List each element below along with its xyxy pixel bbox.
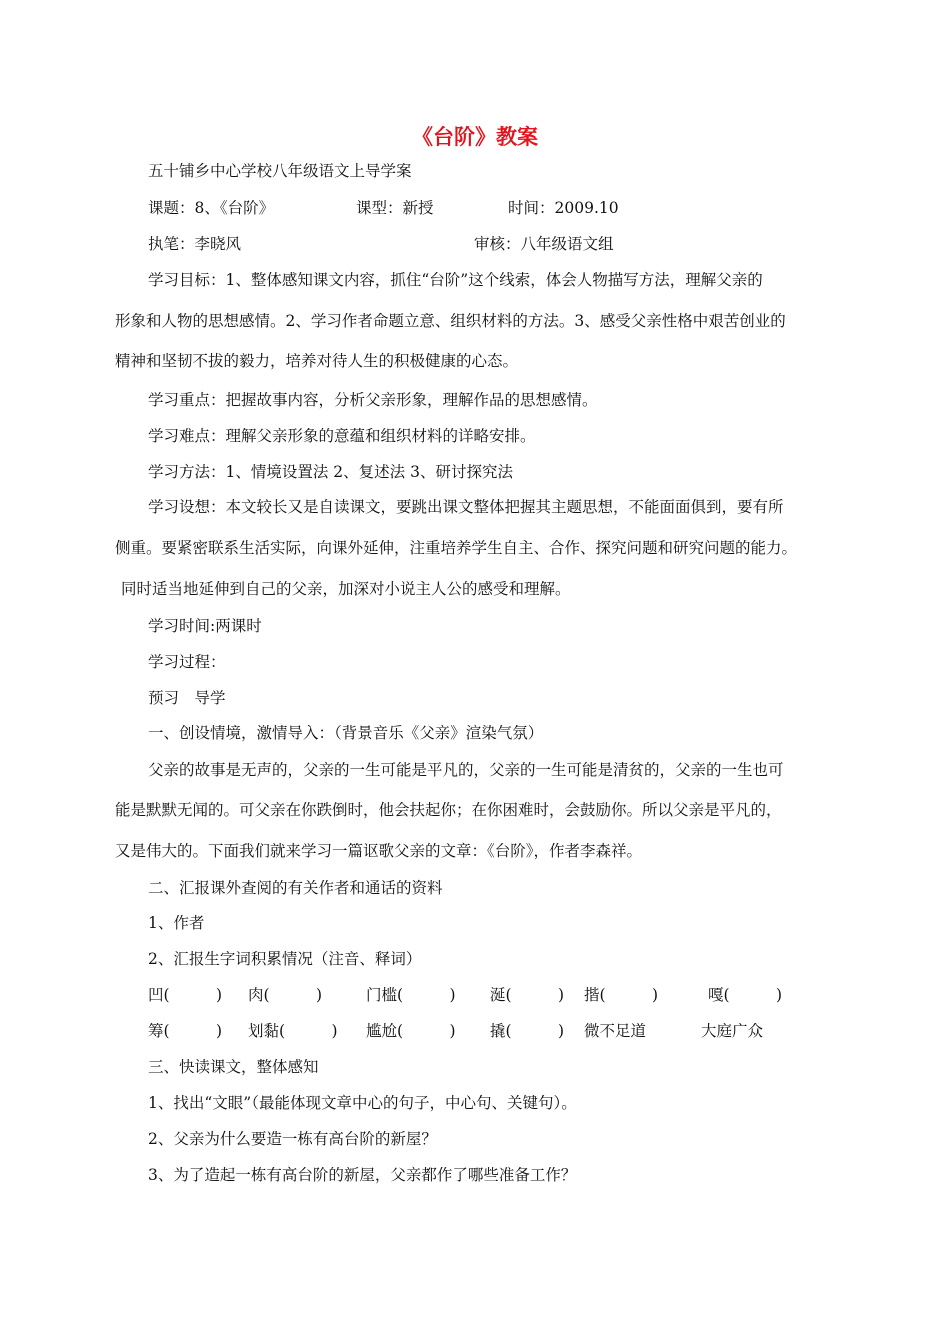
intro-line-2: 能是默默无闻的。可父亲在你跌倒时，他会扶起你；在你困难时，会鼓励你。所以父亲是平凡的， — [115, 801, 782, 819]
goals-line-1: 学习目标：1、整体感知课文内容，抓住“台阶”这个线索，体会人物描写方法，理解父亲的 — [148, 271, 763, 289]
meta-row-2 — [148, 233, 848, 255]
design-line-3: 同时适当地延伸到自己的父亲，加深对小说主人公的感受和理解。 — [121, 580, 571, 598]
vocab-row-1 — [148, 984, 848, 1006]
vocab-word: 微不足道 — [584, 1022, 647, 1040]
topic: 课题：8、《台阶》 — [148, 199, 275, 217]
vocab-word: 尴尬( ) — [366, 1022, 456, 1040]
intro-line-1: 父亲的故事是无声的，父亲的一生可能是平凡的，父亲的一生可能是清贫的，父亲的一生也可 — [148, 761, 784, 779]
vocab-word: 大庭广众 — [701, 1022, 764, 1040]
vocab-word: 嘎( ) — [708, 986, 783, 1004]
vocab-word: 揩( ) — [584, 986, 659, 1004]
section-3-heading: 三、快读课文，整体感知 — [148, 1058, 319, 1076]
goals-line-3: 精神和坚韧不拔的毅力，培养对待人生的积极健康的心态。 — [115, 352, 519, 370]
methods: 学习方法：1、情境设置法 2、复述法 3、研讨探究法 — [148, 463, 513, 481]
section-2-heading: 二、汇报课外查阅的有关作者和通话的资料 — [148, 879, 443, 897]
vocab-word: 撬( ) — [490, 1022, 565, 1040]
vocab-word: 划黏( ) — [248, 1022, 338, 1040]
vocab-word: 肉( ) — [248, 986, 323, 1004]
item-vocab: 2、汇报生字词积累情况（注音、释词） — [148, 950, 422, 968]
design-line-2: 侧重。要紧密联系生活实际，向课外延伸，注重培养学生自主、合作、探究问题和研究问题的能力。 — [115, 539, 798, 557]
lesson-time: 时间：2009.10 — [508, 199, 619, 217]
section-1-heading: 一、创设情境，激情导入：（背景音乐《父亲》渲染气氛） — [148, 724, 544, 742]
question-2: 2、父亲为什么要造一栋有高台阶的新屋？ — [148, 1130, 437, 1148]
vocab-word: 门槛( ) — [366, 986, 456, 1004]
lesson-type: 课型：新授 — [356, 199, 434, 217]
question-1: 1、找出“文眼”（最能体现文章中心的句子，中心句、关键句）。 — [148, 1094, 577, 1112]
vocab-row-2 — [148, 1020, 848, 1042]
duration: 学习时间:两课时 — [148, 617, 262, 635]
design-line-1: 学习设想：本文较长又是自读课文，要跳出课文整体把握其主题思想，不能面面俱到，要有所 — [148, 498, 784, 516]
reviewer: 审核：八年级语文组 — [474, 235, 614, 253]
goals-line-2: 形象和人物的思想感情。2、学习作者命题立意、组织材料的方法。3、感受父亲性格中艰苦创业的 — [115, 312, 786, 330]
author: 执笔：李晓风 — [148, 235, 242, 253]
vocab-word: 凹( ) — [148, 986, 223, 1004]
vocab-word: 涎( ) — [490, 986, 565, 1004]
difficulties: 学习难点：理解父亲形象的意蕴和组织材料的详略安排。 — [148, 427, 536, 445]
preview-heading: 预习 导学 — [148, 689, 226, 707]
process-heading: 学习过程： — [148, 653, 226, 671]
meta-row-1 — [148, 197, 848, 219]
school-line: 五十铺乡中心学校八年级语文上导学案 — [148, 162, 412, 180]
key-points: 学习重点：把握故事内容，分析父亲形象，理解作品的思想感情。 — [148, 391, 598, 409]
question-3: 3、为了造起一栋有高台阶的新屋，父亲都作了哪些准备工作？ — [148, 1166, 577, 1184]
document-title: 《台阶》教案 — [412, 125, 538, 149]
intro-line-3: 又是伟大的。下面我们就来学习一篇讴歌父亲的文章：《台阶》，作者李森祥。 — [115, 842, 643, 860]
item-author: 1、作者 — [148, 914, 205, 932]
vocab-word: 筹( ) — [148, 1022, 223, 1040]
